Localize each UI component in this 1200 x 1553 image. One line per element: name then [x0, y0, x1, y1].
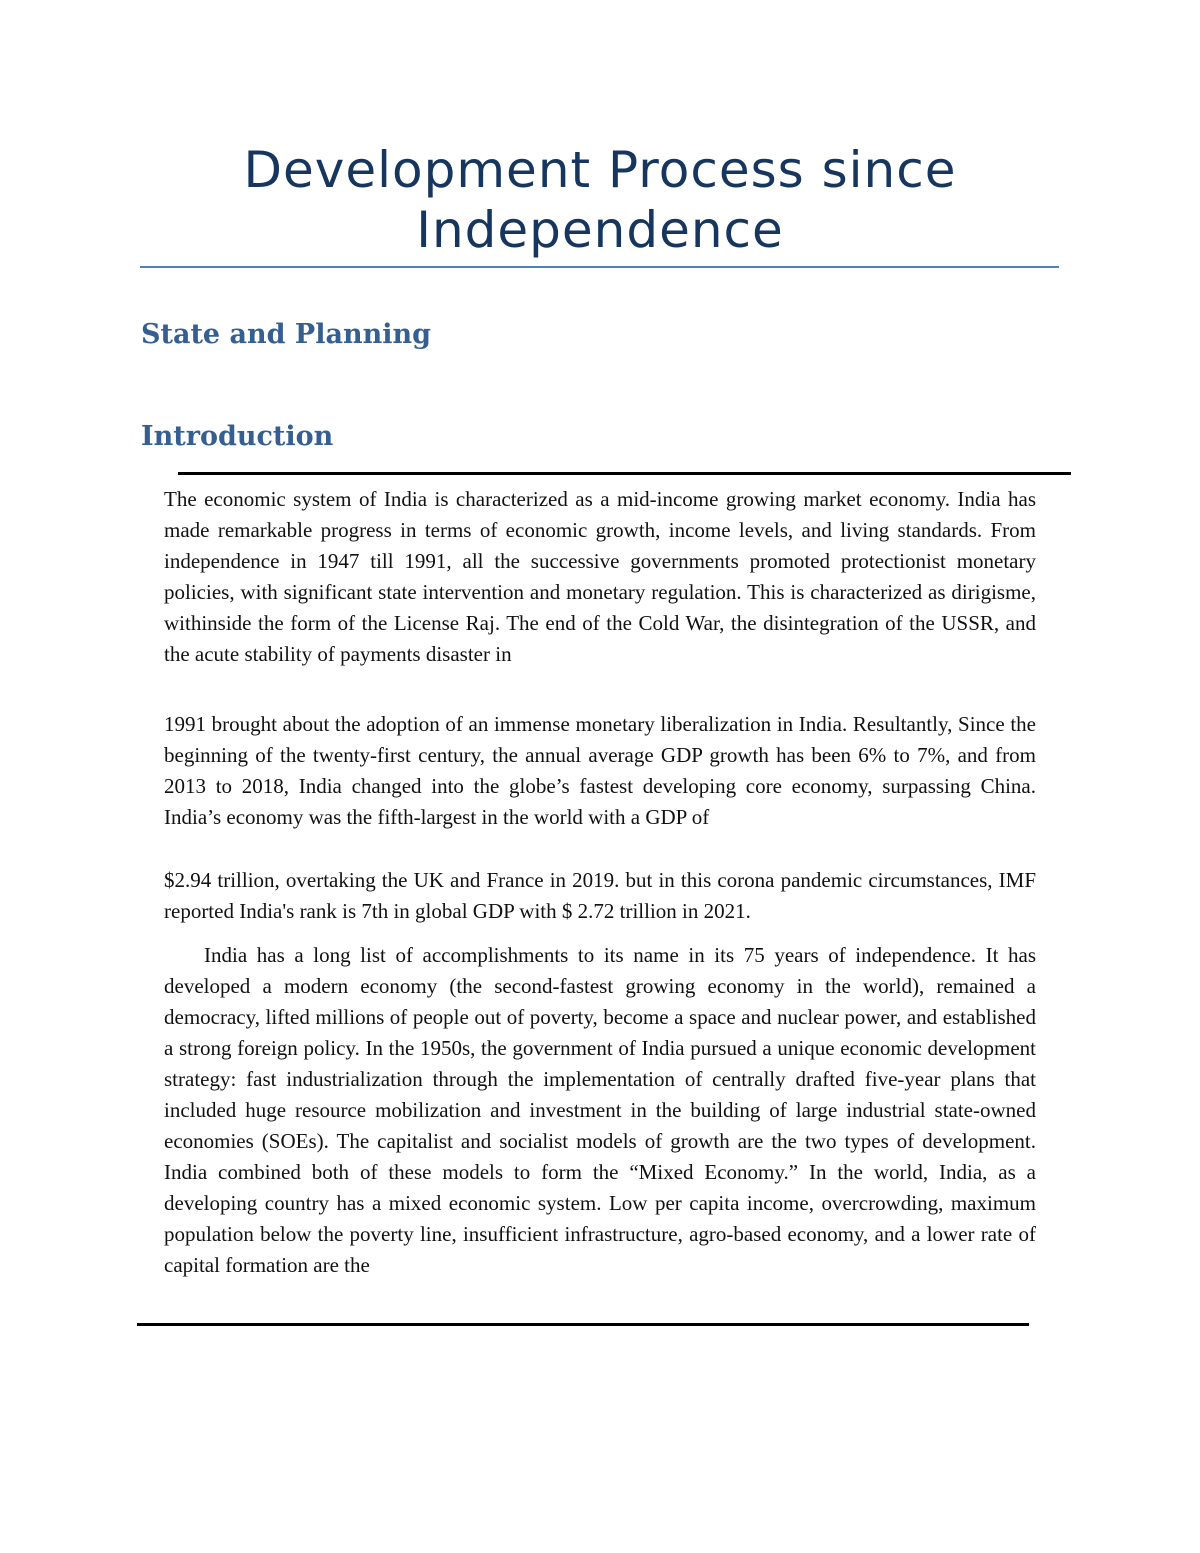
section-heading-state-and-planning: State and Planning [141, 319, 431, 350]
title-underline [140, 266, 1059, 268]
document-title-line-1: Development Process since [243, 141, 957, 199]
body-paragraph-2: 1991 brought about the adoption of an immense monetary liberalization in India. Resultantly, Since the beginning of the twenty-first century, the annual average GDP growth has been 6% to 7%, and from 2013 to 2018, India changed into the globe’s fastest developing core economy, surpassing China. India’s economy was the fifth-largest in the world with a GDP of [164, 712, 1036, 829]
introduction-bottom-rule [137, 1323, 1029, 1326]
body-paragraph-3: $2.94 trillion, overtaking the UK and France in 2019. but in this corona pandemic circumstances, IMF reported India's rank is 7th in global GDP with $ 2.72 trillion in 2021. [164, 868, 1036, 923]
body-paragraph-4: India has a long list of accomplishments to its name in its 75 years of independence. It has developed a modern economy (the second-fastest growing economy in the world), remained a democracy, lifted millions of people out of poverty, become a space and nuclear power, and established a strong foreign policy. In the 1950s, the government of India pursued a unique economic development strategy: fast industrialization through the implementation of centrally drafted five-year plans that included huge resource mobilization and investment in the building of large industrial state-owned economies (SOEs). The capitalist and socialist models of growth are the two types of development. India combined both of these models to form the “Mixed Economy.” In the world, India, as a developing country has a mixed economic system. Low per capita income, overcrowding, maximum population below the poverty line, insufficient infrastructure, agro-based economy, and a lower rate of capital formation are the [164, 943, 1036, 1277]
document-title [140, 140, 1060, 260]
introduction-top-rule [178, 472, 1071, 475]
section-heading-introduction: Introduction [141, 421, 334, 452]
body-paragraph-1: The economic system of India is characterized as a mid-income growing market economy. India has made remarkable progress in terms of economic growth, income levels, and living standards. From independence in 1947 till 1991, all the successive governments promoted protectionist monetary policies, with significant state intervention and monetary regulation. This is characterized as dirigisme, withinside the form of the License Raj. The end of the Cold War, the disintegration of the USSR, and the acute stability of payments disaster in [164, 487, 1036, 666]
document-title-line-2: Independence [416, 201, 784, 259]
